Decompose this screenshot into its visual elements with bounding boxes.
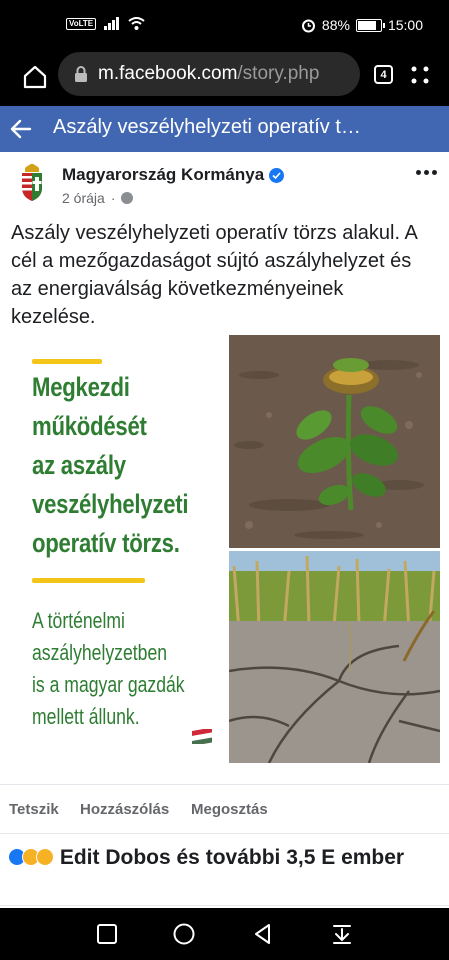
notification-pulldown-icon[interactable]	[330, 922, 354, 946]
coat-of-arms-avatar[interactable]	[19, 162, 45, 202]
globe-icon	[121, 192, 133, 204]
post-options-button[interactable]	[416, 170, 437, 175]
post-container	[0, 152, 449, 908]
headline-line: az aszály	[32, 450, 126, 480]
graphic-headline	[32, 368, 196, 563]
volte-icon: VoLTE	[66, 18, 96, 30]
subline-line: aszályhelyzetben	[32, 640, 168, 665]
lock-icon	[72, 65, 90, 83]
page-name-text: Magyarország Kormánya	[62, 165, 265, 184]
headline-line: operatív törzs.	[32, 528, 180, 558]
recent-apps-icon[interactable]	[95, 922, 119, 946]
verified-badge-icon	[269, 168, 284, 183]
headline-line: veszélyhelyzeti	[32, 489, 189, 519]
reaction-icons	[8, 848, 50, 866]
comment-button[interactable]: Hozzászólás	[80, 801, 170, 818]
dot	[432, 170, 437, 175]
address-bar[interactable]	[58, 52, 360, 96]
url-path: /story.php	[237, 63, 320, 84]
alarm-icon	[301, 18, 316, 33]
home-icon[interactable]	[22, 64, 48, 90]
page-name[interactable]	[62, 165, 284, 185]
browser-toolbar	[0, 52, 449, 106]
announcement-graphic	[10, 335, 228, 763]
wifi-icon	[128, 17, 145, 30]
page-title: Aszály veszélyhelyzeti operatív t…	[53, 116, 361, 138]
meta-separator: ·	[110, 190, 116, 206]
dot	[416, 170, 421, 175]
back-arrow-icon[interactable]	[10, 119, 32, 139]
accent-line-top	[32, 359, 102, 364]
cracked-soil-photo	[229, 551, 440, 763]
subline-line: is a magyar gazdák	[32, 672, 185, 697]
hungarian-flag-icon	[192, 729, 212, 744]
post-actions-bar	[0, 784, 449, 834]
post-text: Aszály veszélyhelyzeti operatív törzs alakul. A cél a mezőgazdaságot sújtó aszályhelyzet és az energiaválság következményeinek kezelése.	[11, 222, 417, 328]
post-meta	[62, 190, 133, 206]
system-nav-bar	[0, 908, 449, 960]
subline-line: mellett állunk.	[32, 704, 140, 729]
dot	[424, 170, 429, 175]
post-image[interactable]	[10, 335, 440, 763]
clock: 15:00	[387, 17, 423, 33]
divider	[0, 905, 449, 906]
tab-switcher-button[interactable]: 4	[374, 65, 393, 84]
status-bar	[0, 0, 449, 52]
battery-icon	[356, 19, 382, 32]
share-button[interactable]: Megosztás	[191, 801, 268, 818]
page-header	[0, 106, 449, 152]
reactions-summary[interactable]	[8, 844, 428, 871]
accent-line-bottom	[32, 578, 145, 583]
like-button[interactable]: Tetszik	[9, 801, 59, 818]
more-options-icon[interactable]	[410, 65, 430, 85]
url-host: m.facebook.com	[98, 63, 238, 84]
subline-line: A történelmi	[32, 608, 125, 633]
sunflower-photo	[229, 335, 440, 548]
post-time[interactable]: 2 órája	[62, 190, 105, 206]
battery-percent: 88%	[321, 17, 350, 33]
back-triangle-icon[interactable]	[251, 922, 275, 946]
headline-line: Megkezdi	[32, 372, 130, 402]
wow-icon	[36, 848, 54, 866]
headline-line: működését	[32, 411, 147, 441]
home-circle-icon[interactable]	[172, 922, 196, 946]
graphic-subline	[32, 605, 216, 733]
url-text	[98, 63, 319, 85]
signal-icon	[104, 17, 120, 30]
reactions-text: Edit Dobos és további 3,5 E ember	[59, 846, 405, 869]
